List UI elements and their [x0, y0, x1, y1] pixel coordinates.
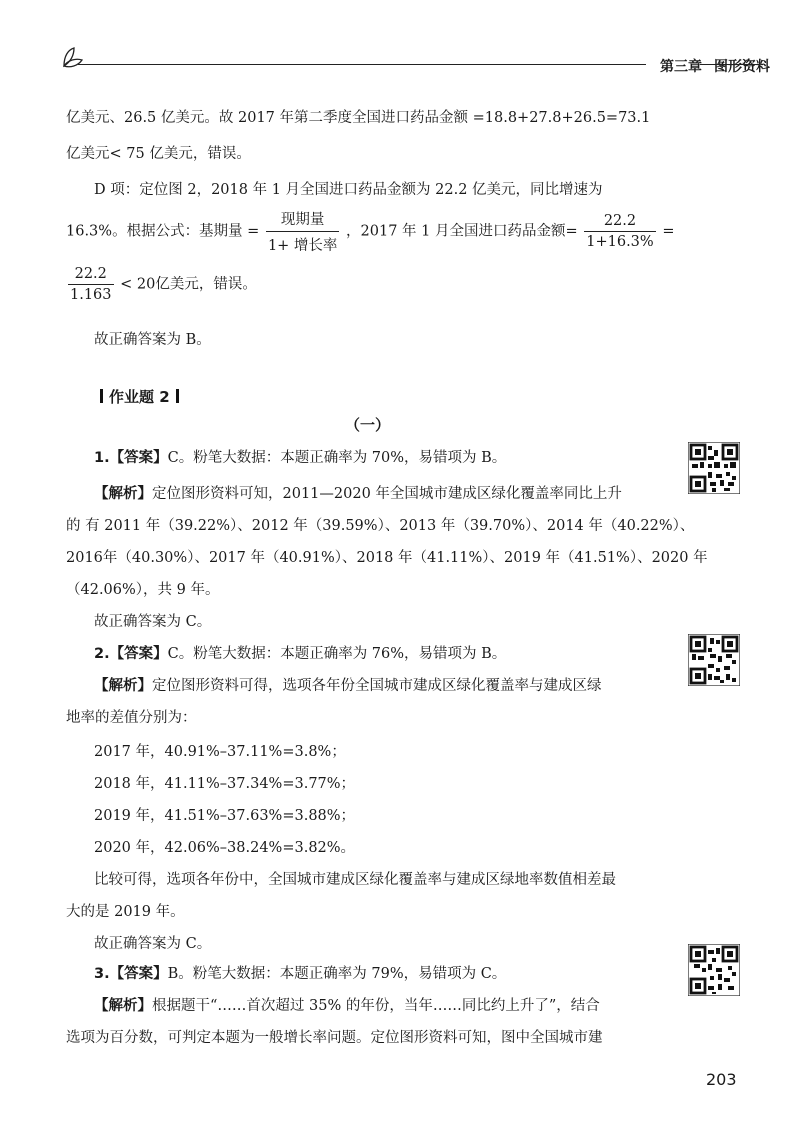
formula-text: =	[662, 223, 675, 240]
text-line: 的 有 2011 年（39.22%）、2012 年（39.59%）、2013 年（39.70%）、2014 年（40.22%）、	[66, 518, 695, 534]
fraction-numerator: 22.2	[584, 213, 655, 232]
explanation-text: 根据题干“……首次超过 35% 的年份，当年……同比约上升了”，结合	[152, 998, 600, 1014]
header-rule	[78, 64, 646, 65]
fraction-denominator: 1.163	[70, 287, 112, 303]
fraction-numerator: 现期量	[266, 208, 339, 232]
header-rule-right	[700, 64, 760, 65]
leaf-ornament-icon	[60, 44, 84, 72]
text-line: 比较可得，选项各年份中，全国城市建成区绿化覆盖率与建成区绿地率数值相差最	[94, 872, 616, 888]
calc-line-2020: 2020 年，42.06%–38.24%=3.82%。	[94, 840, 356, 856]
answer-line: 故正确答案为 C。	[94, 936, 212, 952]
fraction-denominator: 1+16.3%	[586, 234, 654, 250]
page-number: 203	[706, 1070, 737, 1089]
answer-label: 1.【答案】	[94, 450, 168, 466]
chapter-title	[656, 56, 786, 76]
section-bar-left	[100, 389, 103, 403]
answer-line: 故正确答案为 B。	[94, 332, 211, 348]
text-line: （42.06%），共 9 年。	[66, 582, 220, 598]
text-line: 地率的差值分别为：	[66, 710, 197, 726]
question-2-explanation	[94, 674, 602, 695]
explanation-label: 【解析】	[94, 998, 152, 1014]
formula-line	[66, 208, 674, 255]
qr-code-icon[interactable]	[688, 442, 740, 494]
explanation-label: 【解析】	[94, 486, 152, 502]
text-line: D 项：定位图 2，2018 年 1 月全国进口药品金额为 22.2 亿美元，同比增速为	[94, 182, 603, 198]
chapter-name: 图形资料	[714, 59, 770, 75]
calc-line-2017: 2017 年，40.91%–37.11%=3.8%；	[94, 744, 346, 760]
question-3-answer	[94, 962, 506, 983]
subsection-heading: （一）	[345, 416, 391, 434]
question-1-answer	[94, 446, 506, 467]
text-line: 2016年（40.30%）、2017 年（40.91%）、2018 年（41.11%）、2019 年（41.51%）、2020 年	[66, 550, 708, 566]
answer-label: 3.【答案】	[94, 966, 168, 982]
question-3-explanation	[94, 994, 600, 1015]
explanation-text: 定位图形资料可知，2011—2020 年全国城市建成区绿化覆盖率同比上升	[152, 486, 622, 502]
calc-line-2018: 2018 年，41.11%–37.34%=3.77%；	[94, 776, 356, 792]
section-bar-right	[176, 389, 179, 403]
answer-label: 2.【答案】	[94, 646, 168, 662]
explanation-text: 定位图形资料可得，选项各年份全国城市建成区绿化覆盖率与建成区绿	[152, 678, 602, 694]
fraction-numerator: 22.2	[68, 266, 114, 285]
qr-code-icon[interactable]	[688, 634, 740, 686]
text-line: 亿美元、26.5 亿美元。故 2017 年第二季度全国进口药品金额 =18.8+27.8+26.5=73.1	[66, 110, 651, 126]
fraction-result	[68, 266, 114, 303]
formula-text: ，2017 年 1 月全国进口药品金额=	[346, 223, 578, 240]
formula-line	[66, 266, 257, 303]
fraction-denominator: 1+ 增长率	[267, 238, 338, 254]
fraction-2017-amount	[584, 213, 655, 250]
chapter-number: 第三章	[660, 59, 702, 75]
answer-text: C。粉笔大数据：本题正确率为 76%，易错项为 B。	[167, 646, 507, 662]
formula-text: < 20亿美元，错误。	[120, 276, 257, 293]
explanation-label: 【解析】	[94, 678, 152, 694]
answer-text: C。粉笔大数据：本题正确率为 70%，易错项为 B。	[167, 450, 507, 466]
section-title: 作业题 2	[109, 388, 170, 406]
question-1-explanation	[94, 482, 622, 503]
calc-line-2019: 2019 年，41.51%–37.63%=3.88%；	[94, 808, 356, 824]
question-2-answer	[94, 642, 506, 663]
formula-text: 16.3%。根据公式：基期量 =	[66, 223, 260, 240]
fraction-base-formula	[266, 208, 339, 255]
qr-code-icon[interactable]	[688, 944, 740, 996]
text-line: 选项为百分数，可判定本题为一般增长率问题。定位图形资料可知，图中全国城市建	[66, 1030, 603, 1046]
text-line: 大的是 2019 年。	[66, 904, 185, 920]
text-line: 亿美元< 75 亿美元，错误。	[66, 146, 251, 162]
section-heading	[94, 386, 185, 407]
page-header	[60, 44, 770, 84]
answer-line: 故正确答案为 C。	[94, 614, 212, 630]
answer-text: B。粉笔大数据：本题正确率为 79%，易错项为 C。	[167, 966, 507, 982]
